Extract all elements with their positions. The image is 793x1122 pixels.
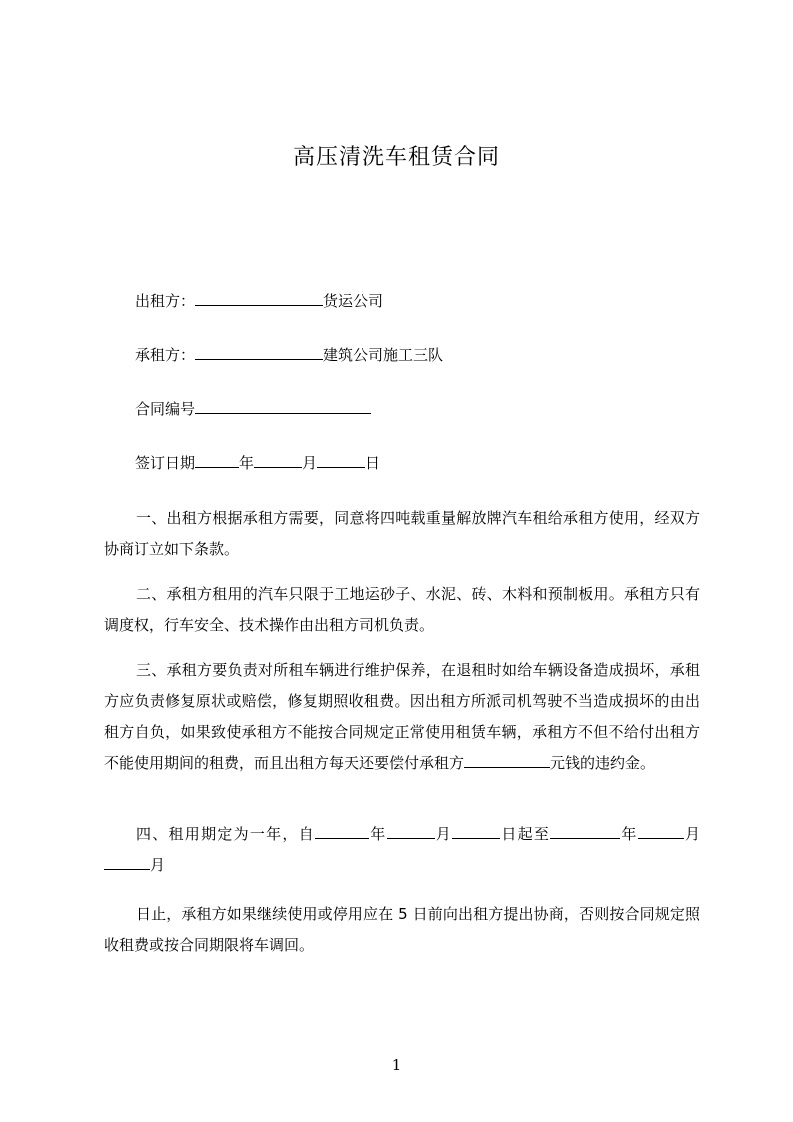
sign-year-blank — [195, 452, 239, 468]
sign-day-char: 日 — [365, 454, 381, 472]
start-year-blank — [315, 823, 369, 839]
contract-number-line — [135, 398, 371, 419]
clause-4 — [104, 819, 700, 881]
clause-2: 二、承租方租用的汽车只限于工地运砂子、水泥、砖、木料和预制板用。承租方只有调度权，行车安全、技术操作由出租方司机负责。 — [104, 585, 700, 634]
clause-4-continuation: 日止，承租方如果继续使用或停用应在 5 日前向出租方提出协商，否则按合同规定照收租费或按合同期限将车调回。 — [104, 905, 700, 954]
lessor-line — [135, 290, 383, 311]
start-day-blank — [452, 823, 500, 839]
end-day-blank — [104, 854, 150, 870]
lessee-label: 承租方： — [135, 346, 196, 364]
end-month-char: 月 — [683, 825, 700, 843]
lessee-blank — [195, 344, 323, 360]
start-month-blank — [387, 823, 435, 839]
end-month-blank — [638, 823, 684, 839]
end-year-char: 年 — [620, 825, 638, 843]
page-number: 1 — [391, 1056, 402, 1074]
penalty-amount-blank — [464, 752, 550, 768]
sign-month-char: 月 — [302, 454, 318, 472]
start-day-suffix: 日起至 — [500, 825, 551, 843]
lessee-line — [135, 344, 443, 365]
sign-day-blank — [317, 452, 365, 468]
lessor-name: 货运公司 — [323, 292, 384, 310]
sign-year-char: 年 — [239, 454, 255, 472]
start-year-char: 年 — [368, 825, 387, 843]
clause-3 — [104, 655, 700, 779]
sign-date-line — [135, 452, 380, 473]
clause-1: 一、出租方根据承租方需要，同意将四吨载重量解放牌汽车租给承租方使用，经双方协商订立如下条款。 — [104, 509, 700, 558]
contract-number-label: 合同编号 — [135, 400, 196, 418]
start-month-char: 月 — [434, 825, 453, 843]
clause-4-text: 四、租用期定为一年，自 — [136, 825, 315, 843]
clause-3-text: 三、承租方要负责对所租车辆进行维护保养，在退租时如给车辆设备造成损坏，承租方应负责修复原状或赔偿，修复期照收租费。因出租方所派司机驾驶不当造成损坏的由出租方自负，如果致使承租方不能按合同规定正常使用租赁车辆，承租方不但不给付出租方不能使用期间的租费，而且出租方每天还要偿付承租方 — [104, 661, 700, 772]
sign-month-blank — [254, 452, 302, 468]
lessee-name: 建筑公司施工三队 — [323, 346, 444, 364]
end-day-char: 月 — [150, 856, 166, 874]
page-title: 高压清洗车租赁合同 — [292, 145, 500, 170]
lessor-label: 出租方： — [135, 292, 196, 310]
clause-3-ending: 元钱的违约金。 — [550, 754, 656, 772]
lessor-blank — [195, 290, 323, 306]
sign-date-label: 签订日期 — [135, 454, 196, 472]
contract-number-blank — [195, 398, 371, 414]
end-year-blank — [550, 823, 620, 839]
